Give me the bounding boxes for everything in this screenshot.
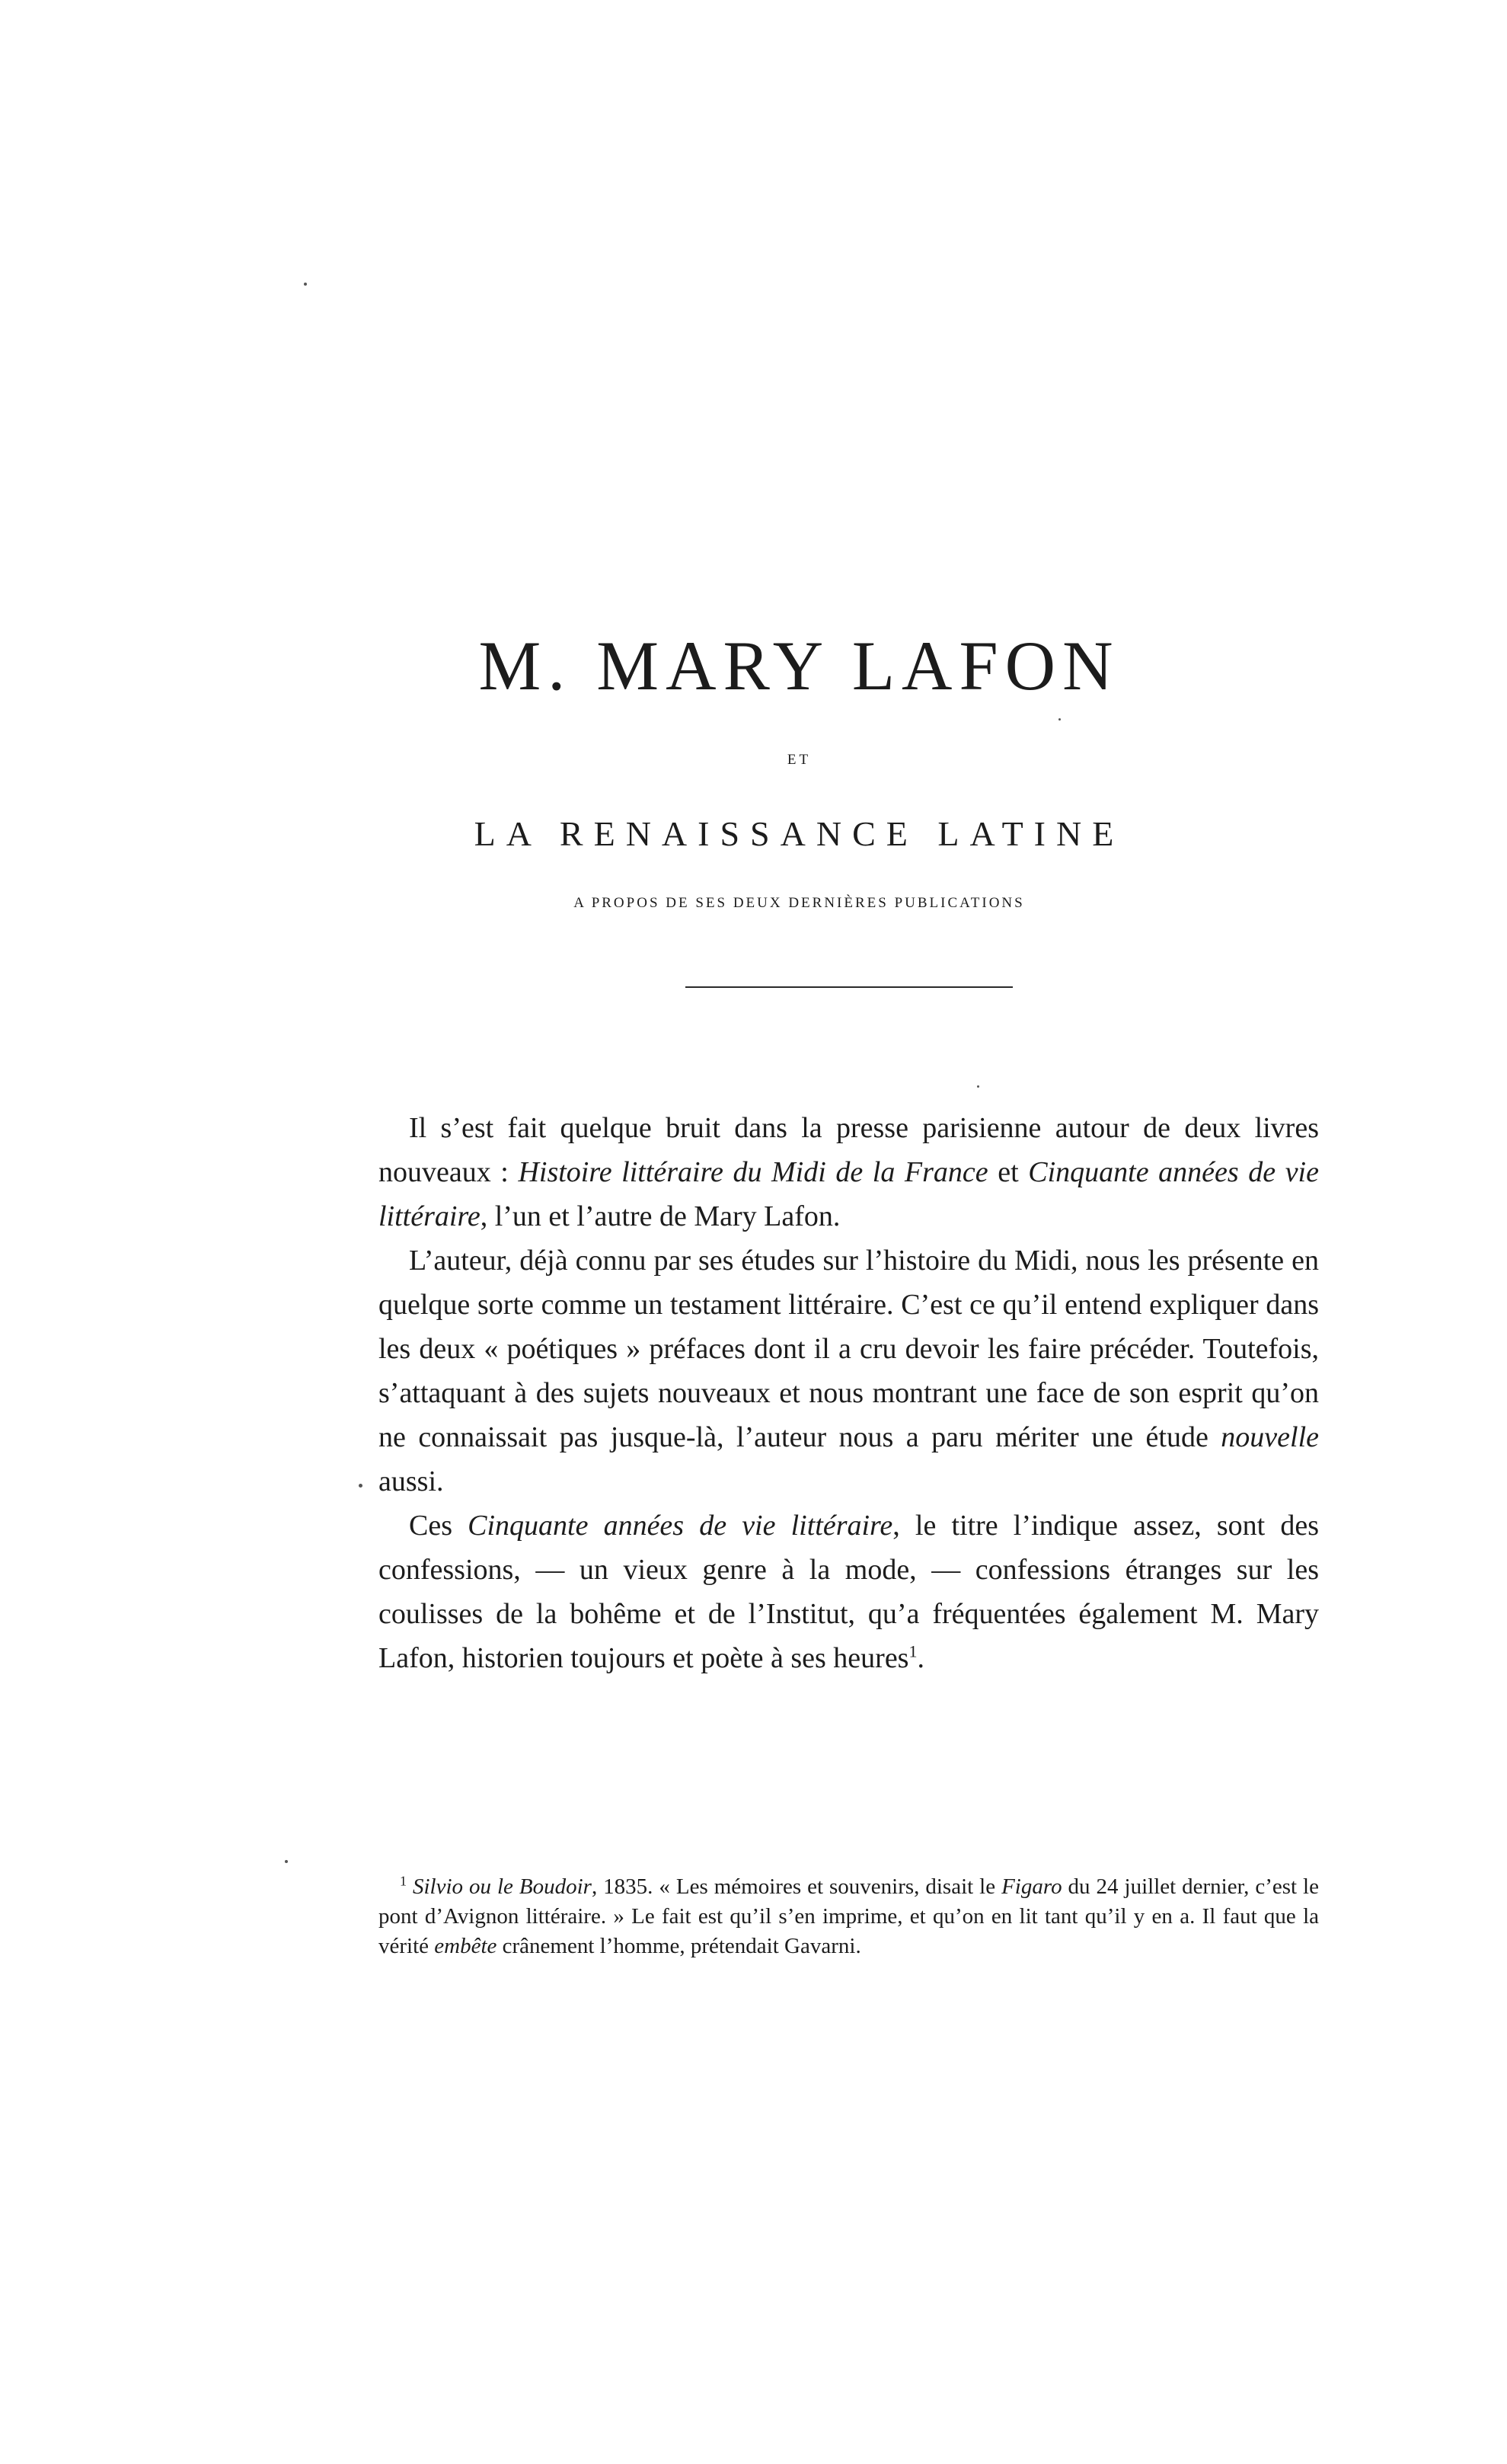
footnote-marker: 1 <box>400 1873 407 1889</box>
paragraph-3: Ces Cinquante années de vie littéraire, le titre l’indique assez, sont des confessions, — un vieux genre à la mode, — confessions étranges sur les coulisses de la bohême et de l’Institut, qu’a fréquentées également M. Mary Lafon, historien toujours et poète à ses heures$^1$. <box>378 1510 1319 1674</box>
scan-speck <box>1058 718 1061 721</box>
scan-speck <box>285 1860 288 1863</box>
title-divider <box>685 986 1013 988</box>
scan-speck <box>304 283 307 286</box>
title-conjunction: ET <box>787 752 812 768</box>
article-body <box>378 1106 1319 1680</box>
subtitle-kicker: A PROPOS DE SES DEUX DERNIÈRES PUBLICATIONS <box>573 895 1025 911</box>
paragraph-1: Il s’est fait quelque bruit dans la presse parisienne autour de deux livres nouveaux : Histoire littéraire du Midi de la France et Cinquante années de vie littéraire, l’un et l’autre de Mary Lafon. <box>378 1112 1319 1232</box>
footnote <box>378 1872 1319 1961</box>
footnote-reference: 1 <box>908 1641 918 1661</box>
paragraph-2: L’auteur, déjà connu par ses études sur l’histoire du Midi, nous les présente en quelque sorte comme un testament littéraire. C’est ce qu’il entend expliquer dans les deux « poétiques » préfaces dont il a cru devoir les faire précéder. Toutefois, s’attaquant à des sujets nouveaux et nous montrant une face de son esprit qu’on ne connaissait pas jusque-là, l’auteur nous a paru mériter une étude nouvelle aussi. <box>378 1245 1319 1497</box>
scan-speck <box>359 1484 362 1488</box>
footnote-text: $^1$ Silvio ou le Boudoir, 1835. « Les mémoires et souvenirs, disait le Figaro du 24 juillet dernier, c’est le pont d’Avignon littéraire. » Le fait est qu’il s’en imprime, et qu’on en lit tant qu’il y en a. Il faut que la vérité embête crânement l’homme, prétendait Gavarni. <box>378 1873 1319 1958</box>
page-subtitle: LA RENAISSANCE LATINE <box>474 814 1125 853</box>
scan-speck <box>977 1085 979 1088</box>
page-title: M. MARY LAFON <box>478 627 1120 705</box>
